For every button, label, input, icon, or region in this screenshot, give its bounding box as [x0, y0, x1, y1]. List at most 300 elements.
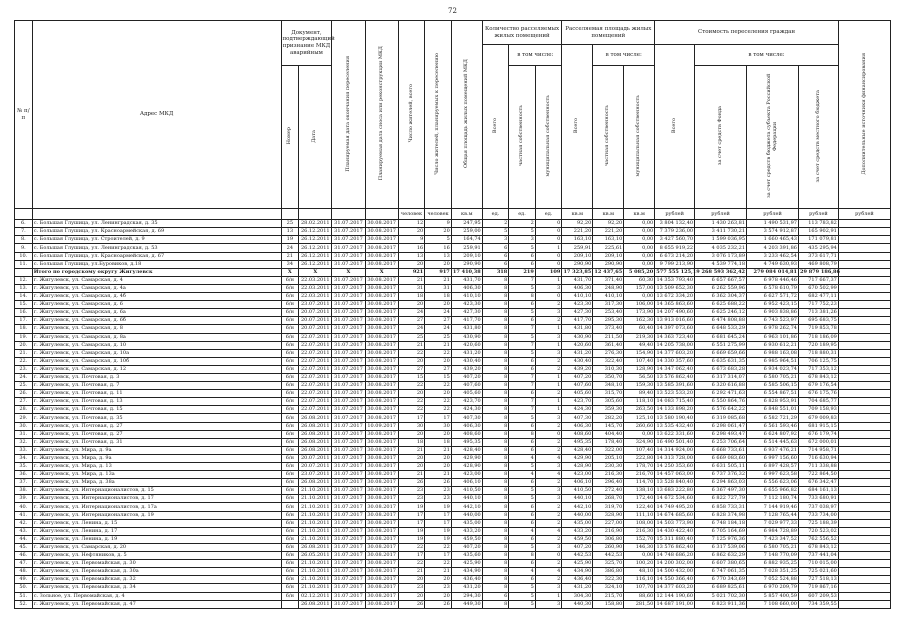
address-cell: г. Жигулевск, ул. Самарская, д. 8а — [32, 333, 281, 341]
address-cell: г. Жигулевск, ул. Мира, д. 9а — [32, 446, 281, 454]
table-cell: 727 518,13 — [799, 576, 839, 584]
table-cell: 431,80 — [562, 325, 593, 333]
table-cell: 6 262 559,96 — [695, 284, 747, 292]
table-cell: 290,90 — [562, 260, 593, 268]
table-cell: 107,40 — [624, 446, 655, 454]
table-cell: 6 635 631,35 — [695, 357, 747, 365]
address-cell: г. Жигулевск, ул. Интернационалистов, д. 15 — [32, 487, 281, 495]
table-cell: 6 554 867,51 — [747, 390, 799, 398]
table-cell: 6 582 721,29 — [747, 414, 799, 422]
table-row — [15, 576, 891, 584]
table-cell: 8 — [482, 584, 509, 592]
table-cell: 32. — [15, 438, 33, 446]
table-cell: 21. — [15, 349, 33, 357]
table-cell: 420,60 — [562, 341, 593, 349]
table-cell: 30.08.2017 — [365, 463, 398, 471]
table-cell: 439,20 — [451, 365, 482, 373]
table-cell: 7 125 976,36 — [695, 535, 747, 543]
table-cell: 304,30 — [562, 592, 593, 600]
table-row — [15, 284, 891, 292]
table-cell — [838, 552, 890, 560]
table-cell: 6/н — [281, 438, 299, 446]
unit-cell — [15, 209, 33, 220]
table-cell: 56,50 — [624, 373, 655, 381]
table-cell — [838, 479, 890, 487]
table-cell: 440,00 — [562, 511, 593, 519]
table-cell: 8 — [482, 479, 509, 487]
table-cell: 276,30 — [593, 349, 624, 357]
table-cell: 118,10 — [624, 398, 655, 406]
table-cell: 22.03.2011 — [299, 284, 332, 292]
table-cell: 6 298 493,47 — [695, 430, 747, 438]
header-area-private: частная собственность — [593, 66, 624, 209]
table-cell: 30.08.2017 — [365, 260, 398, 268]
table-cell — [838, 535, 890, 543]
address-cell: г. Жигулевск, ул. Самарская, д. 12 — [32, 365, 281, 373]
table-cell: 36. — [15, 471, 33, 479]
table-cell: 16 — [398, 244, 425, 252]
table-cell: 423,00 — [562, 471, 593, 479]
table-cell: 6/н — [281, 495, 299, 503]
table-cell: 22.07.2011 — [299, 357, 332, 365]
unit-cell — [281, 209, 299, 220]
table-cell: 16 490 501,40 — [656, 438, 694, 445]
table-cell: 406,30 — [562, 284, 593, 292]
address-cell: г. Жигулевск, ул. Самарская, д. 4б — [32, 293, 281, 301]
table-cell: 6 550 864,76 — [695, 398, 747, 406]
table-cell: 430,40 — [562, 357, 593, 365]
table-cell: 4 — [509, 454, 536, 462]
table-cell: 30.08.2017 — [365, 406, 398, 414]
table-cell: 5 — [509, 284, 536, 292]
table-cell: 27 — [398, 317, 425, 325]
table-cell: 2 — [535, 511, 562, 519]
table-cell: 20 — [398, 301, 425, 309]
table-cell: 430,90 — [451, 333, 482, 341]
table-cell — [838, 293, 890, 301]
table-cell: 30.08.2017 — [365, 236, 398, 244]
table-cell: 0 — [535, 228, 562, 236]
table-cell: 6 978 262,74 — [747, 325, 799, 333]
table-cell: 0,00 — [624, 552, 655, 560]
table-cell: 386,80 — [593, 568, 624, 576]
table-cell: 10. — [15, 252, 33, 260]
table-cell — [838, 576, 890, 584]
table-cell — [838, 260, 890, 268]
table-cell: 1 — [535, 373, 562, 381]
table-cell: 6/н — [281, 276, 299, 284]
address-cell: г. Жигулевск, ул. Самарская, д. 10а — [32, 349, 281, 357]
table-cell: 31.07.2017 — [332, 244, 365, 252]
address-cell: г. Жигулевск, ул. Почтовая, д. 27 — [32, 422, 281, 430]
table-cell: 23 — [398, 584, 425, 592]
header-area-municipal: муниципальная собственность — [624, 66, 655, 209]
table-cell: X — [365, 268, 398, 276]
table-cell: 26.12.2011 — [299, 244, 332, 252]
table-cell — [838, 568, 890, 576]
table-cell: 31.07.2017 — [332, 406, 365, 414]
table-cell: 695 683,75 — [799, 317, 839, 325]
table-cell: 14 550 366,40 — [656, 576, 694, 583]
table-cell: 6/н — [281, 592, 299, 600]
table-row — [15, 244, 891, 252]
table-cell: 216,30 — [624, 527, 655, 535]
table-cell: 408,60 — [451, 430, 482, 438]
table-cell: 31.07.2017 — [332, 357, 365, 365]
table-cell: 6 770 343,69 — [695, 576, 747, 584]
table-cell: 6 689 825,61 — [695, 584, 747, 592]
table-row — [15, 349, 891, 357]
header-residents: Число жителей, всего — [398, 21, 425, 209]
table-cell: 3 — [535, 349, 562, 357]
table-cell: 429,90 — [451, 454, 482, 462]
table-cell: 216,30 — [593, 471, 624, 479]
table-cell: 2 — [535, 365, 562, 373]
address-cell: г. Жигулевск, ул. Самарская, д. 10 — [32, 341, 281, 349]
table-cell: 420,60 — [451, 341, 482, 349]
header-count-municipal: муниципальная собственность — [535, 66, 562, 209]
table-cell: 6 747 061,35 — [695, 568, 747, 576]
table-row — [15, 220, 891, 228]
table-cell: 8 — [482, 398, 509, 406]
table-cell: 21.10.2011 — [299, 568, 332, 576]
table-cell: 373 617,71 — [799, 252, 839, 260]
table-cell: 25. — [15, 382, 33, 390]
table-cell — [838, 357, 890, 365]
table-cell: 26 — [398, 600, 425, 608]
table-cell: 8 — [482, 317, 509, 325]
table-cell: 25 — [425, 333, 452, 341]
table-cell: 6 — [509, 365, 536, 373]
table-cell: 215,70 — [593, 592, 624, 600]
table-cell: 29. — [15, 414, 33, 422]
table-cell: 22.07.2011 — [299, 349, 332, 357]
table-cell: 20.07.2011 — [299, 325, 332, 333]
table-cell: 6/н — [281, 568, 299, 576]
table-cell: 50. — [15, 584, 33, 592]
table-cell: 6 474 808,88 — [695, 317, 747, 325]
table-cell: 3 — [535, 284, 562, 292]
table-cell: 1 430 263,81 — [695, 220, 747, 228]
table-cell: 404,40 — [593, 430, 624, 438]
table-cell: 714 958,71 — [799, 446, 839, 454]
table-cell: 31.07.2017 — [332, 495, 365, 503]
table-cell: 8 — [482, 325, 509, 333]
table-cell: 92,20 — [593, 220, 624, 228]
table-cell: 406,10 — [451, 479, 482, 487]
table-cell: 247,95 — [451, 220, 482, 228]
table-cell: 8 — [482, 293, 509, 301]
table-cell: 1 — [535, 592, 562, 600]
table-row — [15, 519, 891, 527]
table-cell: 6/н — [281, 511, 299, 519]
table-cell: 405,60 — [451, 390, 482, 398]
table-cell: 19 — [398, 503, 425, 511]
table-cell: 6/н — [281, 422, 299, 430]
unit-cell: рублей — [838, 209, 890, 220]
header-extra: Дополнительные источники финансирования — [838, 21, 890, 209]
table-cell: 47. — [15, 560, 33, 568]
table-cell: 6 930 612,21 — [747, 341, 799, 349]
table-cell: 30.08.2017 — [365, 519, 398, 527]
table-cell: 27 — [425, 365, 452, 373]
address-cell: г. Жигулевск, ул. Ленина, д. 17 — [32, 527, 281, 535]
table-cell: 17 323,85 — [563, 268, 592, 275]
table-cell: 31.07.2017 — [332, 600, 365, 608]
table-cell: 440,10 — [451, 495, 482, 503]
table-cell: 26.12.2011 — [299, 228, 332, 236]
table-cell: 417,70 — [451, 317, 482, 325]
table-cell: 3 — [535, 414, 562, 422]
table-cell: 2 — [535, 357, 562, 365]
table-cell: 13 913 016,60 — [656, 317, 694, 324]
table-cell: 424,30 — [562, 406, 593, 414]
table-cell: 30.08.2017 — [365, 349, 398, 357]
table-cell: 290,90 — [451, 260, 482, 268]
table-cell: 30.08.2017 — [365, 454, 398, 462]
table-cell: 30.08.2017 — [365, 382, 398, 390]
address-cell: г. Жигулевск, ул. Интернационалистов, д. 17 — [32, 495, 281, 503]
table-cell: 21.10.2011 — [299, 503, 332, 511]
table-cell: 5 — [482, 228, 509, 236]
table-cell: 684 161,13 — [799, 487, 839, 495]
table-cell: 13 — [281, 228, 299, 236]
address-cell: г. Жигулевск, ул. Интернационалистов, д. 17а — [32, 503, 281, 511]
table-cell: 23.07.2011 — [299, 301, 332, 309]
table-cell: 427,30 — [562, 309, 593, 317]
table-cell: 6 903 838,86 — [747, 309, 799, 317]
table-cell: 20 — [398, 430, 425, 438]
table-cell: 14 347 062,40 — [656, 365, 694, 372]
table-row — [15, 600, 891, 608]
table-cell: 295,30 — [593, 317, 624, 325]
table-cell: 5 — [509, 309, 536, 317]
table-cell: 5 — [509, 228, 536, 236]
table-cell: 14 330 357,60 — [656, 357, 694, 364]
table-cell: 6 292 471,63 — [695, 390, 747, 398]
table-cell: 407,60 — [451, 382, 482, 390]
table-cell — [838, 244, 890, 252]
table-cell — [838, 373, 890, 381]
table-cell: 30.08.2017 — [365, 244, 398, 252]
table-cell — [838, 382, 890, 390]
table-cell: 13 509 652,30 — [656, 285, 694, 291]
table-cell: 428,40 — [562, 446, 593, 454]
table-cell: 31.07.2017 — [332, 576, 365, 584]
table-cell: 14 687 191,00 — [656, 600, 694, 607]
table-cell: 26 — [398, 479, 425, 487]
table-cell: 33. — [15, 446, 33, 454]
header-cost-group: Стоимость переселения граждан — [655, 21, 839, 45]
table-cell: 14 353 793,40 — [656, 276, 694, 283]
table-cell: 12 437,65 — [594, 268, 623, 275]
table-cell: 3 — [535, 495, 562, 503]
table-cell — [838, 430, 890, 438]
table-cell: 8 — [482, 309, 509, 317]
table-cell: 0 — [535, 220, 562, 228]
table-cell: 263,50 — [624, 406, 655, 414]
table-cell: 230,30 — [593, 463, 624, 471]
table-cell: 1 — [535, 276, 562, 284]
table-cell: 162,30 — [624, 317, 655, 325]
table-cell: 1 — [535, 341, 562, 349]
table-cell: 22 — [425, 349, 452, 357]
table-cell — [838, 333, 890, 341]
table-cell: X — [332, 268, 365, 276]
table-cell: 322,40 — [593, 357, 624, 365]
table-cell: 31.07.2017 — [332, 430, 365, 438]
table-cell: 25 — [281, 220, 299, 228]
table-cell: 676 175,76 — [799, 390, 839, 398]
header-count-private: частная собственность — [509, 66, 536, 209]
table-cell: 5 — [509, 333, 536, 341]
table-row — [15, 592, 891, 600]
table-row — [15, 325, 891, 333]
table-cell — [838, 325, 890, 333]
table-cell: 6 — [482, 244, 509, 252]
table-cell — [838, 406, 890, 414]
table-cell: 3 — [535, 600, 562, 608]
table-cell: 30 — [398, 422, 425, 430]
table-cell: 31.07.2017 — [332, 220, 365, 228]
table-cell: 30.08.2017 — [365, 317, 398, 325]
table-cell: 26.08.2011 — [299, 446, 332, 454]
table-cell: 8 — [482, 535, 509, 543]
table-cell: 31.07.2017 — [332, 422, 365, 430]
table-cell: 6 625 246,12 — [695, 309, 747, 317]
table-cell: 14 313 728,00 — [656, 454, 694, 461]
table-cell — [838, 390, 890, 398]
table-cell: 6 — [482, 252, 509, 260]
address-cell: г. Жигулевск, ул. Самарская, д. 4 — [32, 276, 281, 284]
table-cell: 17 — [398, 414, 425, 422]
table-cell: 6/н — [281, 317, 299, 325]
address-cell: г. Жигулевск, ул. Первомайская, д. 47 — [32, 600, 281, 608]
table-cell: 6 848 551,01 — [747, 406, 799, 414]
address-cell: г. Жигулевск, ул. Самарская, д. 6а — [32, 309, 281, 317]
table-cell: 469 808,79 — [799, 260, 839, 268]
table-cell: 14 377 603,20 — [656, 349, 694, 356]
table-cell: 0 — [535, 430, 562, 438]
address-cell: г. Жигулевск, ул. Почтовая, д. 7 — [32, 382, 281, 390]
table-cell: 6/н — [281, 382, 299, 390]
table-cell: 6 367 497,30 — [695, 487, 747, 495]
table-cell: 410,10 — [593, 293, 624, 301]
table-cell: 435 295,94 — [799, 244, 839, 252]
table-cell: 22 — [398, 406, 425, 414]
table-cell: 158,80 — [593, 600, 624, 608]
table-cell: 6/н — [281, 341, 299, 349]
table-cell: 417,70 — [562, 317, 593, 325]
table-cell: 31.07.2017 — [332, 341, 365, 349]
table-row — [15, 309, 891, 317]
table-cell: 716 630,94 — [799, 454, 839, 462]
table-cell: 12 144 190,60 — [656, 592, 694, 599]
table-cell: 8 — [482, 357, 509, 365]
table-row — [15, 543, 891, 551]
table-cell: 6 748 184,18 — [695, 519, 747, 527]
table-cell: 8 — [482, 382, 509, 390]
table-cell: 921 — [398, 268, 425, 276]
table-cell: 373,40 — [593, 325, 624, 333]
table-cell: 17. — [15, 317, 33, 325]
table-cell: 4 203 391,86 — [747, 244, 799, 252]
address-cell: г. Жигулевск, ул. Мира, д. 9а — [32, 454, 281, 462]
table-cell: 20 — [398, 228, 425, 236]
table-cell: 31.07.2017 — [332, 365, 365, 373]
table-cell: 7 — [509, 406, 536, 414]
table-cell: 4 — [509, 527, 536, 535]
table-cell: 8 — [482, 390, 509, 398]
table-cell: 260,60 — [624, 422, 655, 430]
table-cell: 2 — [535, 503, 562, 511]
table-cell: 31.07.2017 — [332, 527, 365, 535]
table-cell: 428,90 — [562, 463, 593, 471]
table-cell: 6 822 727,79 — [695, 495, 747, 503]
table-cell: 2 — [535, 390, 562, 398]
table-cell: 433,20 — [562, 527, 593, 535]
table-cell: 26.08.2011 — [299, 430, 332, 438]
table-cell: 22.03.2011 — [299, 276, 332, 284]
table-cell: 21 — [398, 471, 425, 479]
table-row — [15, 446, 891, 454]
table-cell: 52. — [15, 600, 33, 608]
table-cell: 30.08.2017 — [365, 252, 398, 260]
table-cell: 6 624 807,92 — [747, 430, 799, 438]
table-cell: 8 — [482, 560, 509, 568]
table-cell: 8 — [482, 503, 509, 511]
table-cell: 6 737 376,32 — [695, 471, 747, 479]
table-cell: 408,60 — [562, 430, 593, 438]
unit-cell: рублей — [695, 209, 747, 220]
table-cell: 165 902,91 — [799, 228, 839, 236]
table-cell: 4 539 774,18 — [695, 260, 747, 268]
table-cell: 164,74 — [451, 236, 482, 244]
table-cell: 30.08.2017 — [365, 600, 398, 608]
table-row — [15, 228, 891, 236]
table-cell: 28.02.2011 — [299, 220, 332, 228]
table-cell: 2 — [535, 560, 562, 568]
table-cell: 5 021 702,30 — [695, 592, 747, 600]
table-cell: 315,70 — [593, 390, 624, 398]
table-cell: 22.07.2011 — [299, 406, 332, 414]
table-header — [15, 21, 891, 220]
table-cell: 20 — [398, 390, 425, 398]
table-cell: 30.08.2017 — [365, 357, 398, 365]
table-cell: 440,00 — [451, 511, 482, 519]
address-cell: г. Жигулевск, ул. Почтовая, д. 31 — [32, 438, 281, 446]
table-cell: 209,10 — [593, 252, 624, 260]
table-cell: 20 — [425, 576, 452, 584]
table-cell: 8 — [482, 430, 509, 438]
table-cell: 305,60 — [593, 398, 624, 406]
address-cell: г. Жигулевск, ул. Нефтяников, д. 5 — [32, 552, 281, 560]
table-cell: 3 — [535, 463, 562, 471]
table-cell: 30.08.2017 — [365, 552, 398, 560]
table-cell: 8 — [482, 527, 509, 535]
table-cell: 31.07.2017 — [332, 552, 365, 560]
table-cell: 423,70 — [451, 398, 482, 406]
table-cell: 359,30 — [593, 406, 624, 414]
table-cell: 407,20 — [562, 373, 593, 381]
table-cell: 1 — [535, 244, 562, 252]
table-cell: 711 338,88 — [799, 463, 839, 471]
table-cell: 282,20 — [593, 414, 624, 422]
table-cell: 4 — [535, 527, 562, 535]
table-cell: 15. — [15, 301, 33, 309]
table-cell — [15, 268, 33, 276]
table-cell: 6 578 610,79 — [747, 284, 799, 292]
